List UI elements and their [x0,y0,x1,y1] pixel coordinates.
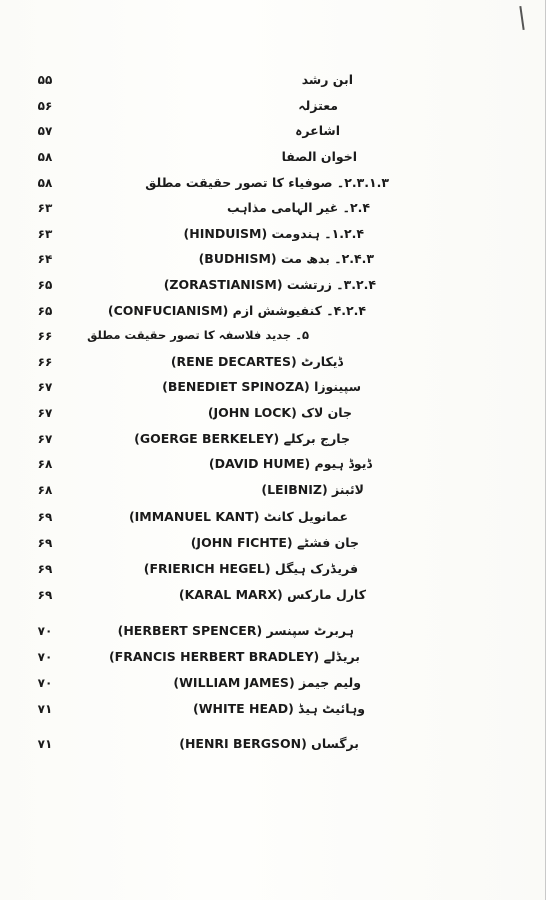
toc-row [0,147,546,171]
page-number: ۷۰ [37,624,53,638]
page-number: ۶۳ [37,201,53,215]
toc-entry-title: معتزلہ [298,98,338,113]
page-number: ۵۵ [37,73,53,87]
page-number: ۶۷ [37,380,53,394]
toc-row [0,480,546,504]
page-number: ۶۹ [37,588,53,602]
page-number: ۷۱ [37,702,53,716]
page-number: ۷۰ [37,676,53,690]
toc-row [0,647,546,671]
toc-row [0,70,546,94]
toc-entry-title: ابن رشد [301,72,353,87]
page-number: ۶۴ [37,252,53,266]
toc-entry-title: برگساں (HENRI BERGSON) [179,736,359,751]
toc-entry-title: فریڈرک ہیگل (FRIERICH HEGEL) [143,561,358,576]
toc-entry-title: ۱.۲.۴۔ ہندومت (HINDUISM) [183,226,364,241]
toc-row [0,429,546,453]
toc-row [0,585,546,609]
toc-row [0,559,546,583]
toc-row [0,621,546,645]
toc-row [0,275,546,299]
toc-entry-title: ۳.۲.۴۔ زرتشت (ZORASTIANISM) [163,277,376,292]
toc-entry-title: ۲.۴.۳۔ بدھ مت (BUDHISM) [198,251,374,266]
page-number: ۶۷ [37,432,53,446]
page-number: ۶۶ [37,329,53,343]
toc-entry-title: ۲.۳.۱.۳۔ صوفیاء کا تصور حقیقت مطلق [145,175,389,190]
toc-row [0,326,546,350]
toc-entry-title: جارج برکلے (GOERGE BERKELEY) [134,431,350,446]
toc-row [0,352,546,376]
toc-row [0,198,546,222]
toc-entry-title: ہربرٹ سپنسر (HERBERT SPENCER) [117,623,354,638]
toc-row [0,454,546,478]
page-number: ۶۳ [37,227,53,241]
page-number: ۵۸ [37,150,53,164]
page-number: ۷۱ [37,737,53,751]
toc-row [0,224,546,248]
page-number: ۵۷ [37,124,53,138]
toc-row [0,533,546,557]
toc-row [0,734,546,758]
toc-entry-title: سپینوزا (BENEDIET SPINOZA) [162,379,361,394]
toc-entry-title: بریڈلے (FRANCIS HERBERT BRADLEY) [108,649,360,664]
toc-row [0,173,546,197]
page-number: ۶۹ [37,562,53,576]
page-number: ۶۹ [37,510,53,524]
toc-entry-title: لائبنز (LEIBNIZ) [261,482,364,497]
toc-row [0,699,546,723]
toc-entry-title: ۵۔ جدید فلاسفہ کا تصور حقیقت مطلق [87,328,309,342]
toc-entry-title: ولیم جیمز (WILLIAM JAMES) [173,675,361,690]
toc-entry-title: اخوان الصفا [281,149,357,164]
toc-entry-title: ڈیوڈ ہیوم (DAVID HUME) [208,456,372,471]
page-number: ۶۵ [37,278,53,292]
page-number: ۶۸ [37,483,53,497]
toc-row [0,96,546,120]
toc-row [0,301,546,325]
toc-entry-title: اشاعرہ [295,123,340,138]
page-number: ۶۸ [37,457,53,471]
toc-row [0,249,546,273]
page-number: ۷۰ [37,650,53,664]
toc-entry-title: جان فشٹے (JOHN FICHTE) [190,535,359,550]
toc-entry-title: ۲.۴۔ غیر الہامی مذاہب [227,200,370,215]
toc-entry-title: ڈیکارٹ (RENE DECARTES) [170,354,343,369]
toc-row [0,121,546,145]
page-number: ۶۵ [37,304,53,318]
page-number: ۵۶ [37,99,53,113]
toc-row [0,403,546,427]
page-number: ۶۷ [37,406,53,420]
toc-row [0,377,546,401]
toc-row [0,507,546,531]
toc-entry-title: کارل مارکس (KARAL MARX) [178,587,366,602]
toc-entry-title: جان لاک (JOHN LOCK) [207,405,352,420]
page-number: ۶۹ [37,536,53,550]
toc-entry-title: وہائیٹ ہیڈ (WHITE HEAD) [193,701,365,716]
page-number: ۵۸ [37,176,53,190]
page-number: ۶۶ [37,355,53,369]
toc-entry-title: ۴.۲.۴۔ کنفیوشش ازم (CONFUCIANISM) [107,303,366,318]
toc-entry-title: عمانویل کانٹ (IMMANUEL KANT) [128,509,348,524]
pen-mark [519,6,524,30]
toc-row [0,673,546,697]
